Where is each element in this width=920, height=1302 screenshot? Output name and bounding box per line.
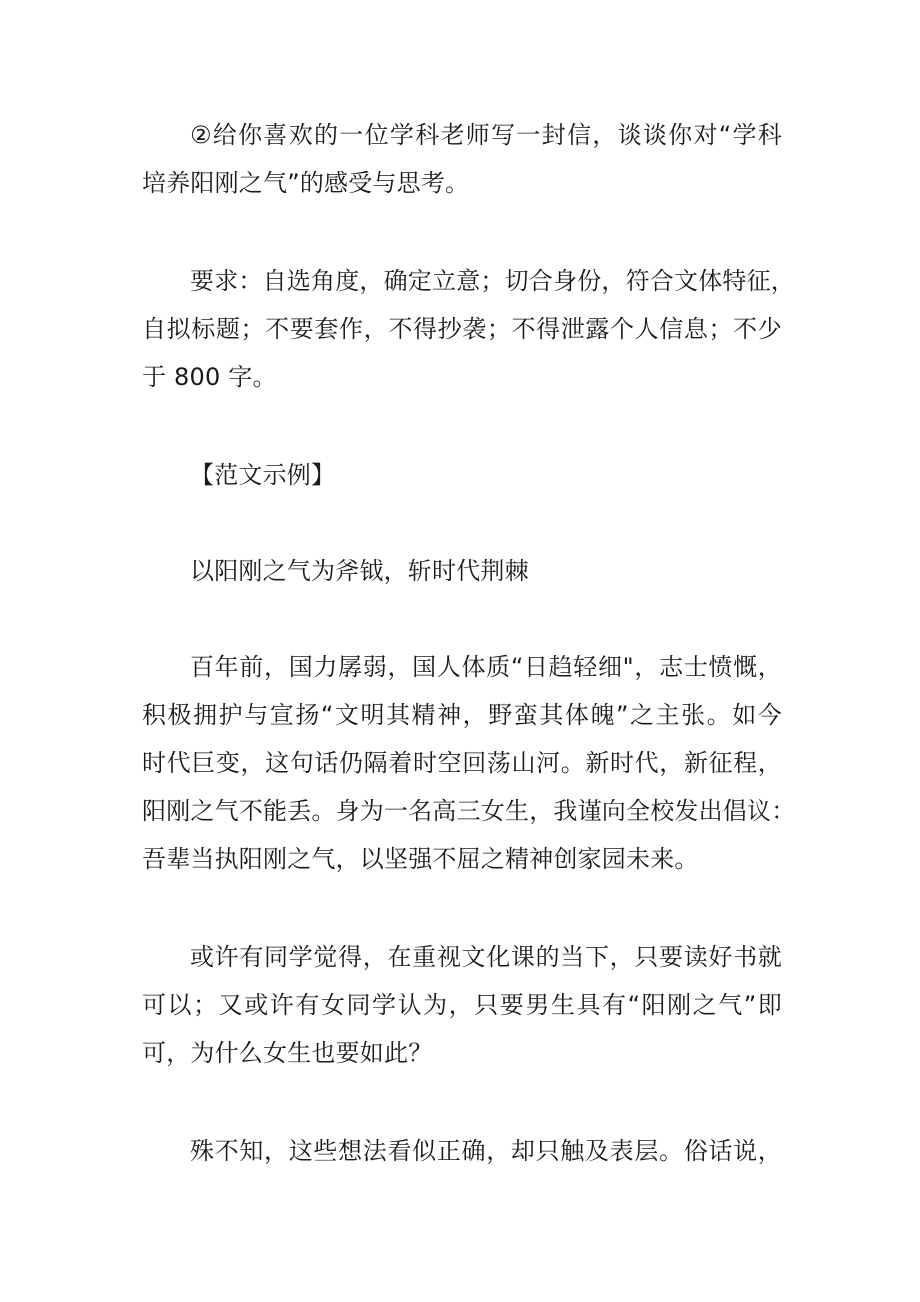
text-line: 要求：自选角度，确定立意；切合身份，符合文体特征，: [190, 267, 795, 295]
text-line: 自拟标题；不要套作，不得抄袭；不得泄露个人信息；不少: [142, 315, 782, 343]
paragraph-essay-1: [142, 643, 796, 883]
text-line: 以阳刚之气为斧钺，斩时代荆棘: [190, 557, 529, 585]
text-line: 时代巨变，这句话仍隔着时空回荡山河。新时代，新征程，: [142, 749, 782, 777]
text-line: 吾辈当执阳刚之气，以坚强不屈之精神创家园未来。: [142, 845, 699, 873]
text-line: 阳刚之气不能丢。身为一名高三女生，我谨向全校发出倡议：: [142, 797, 796, 825]
paragraph-essay-3: [142, 1127, 782, 1175]
text-line: 【范文示例】: [190, 461, 336, 489]
text-line: 积极拥护与宣扬“文明其精神，野蛮其体魄”之主张。如今: [142, 701, 782, 729]
text-line: 可以；又或许有女同学认为，只要男生具有“阳刚之气”即: [142, 991, 782, 1019]
text-line: ②给你喜欢的一位学科老师写一封信，谈谈你对“学科: [190, 121, 782, 149]
text-line: 于 800 字。: [142, 363, 277, 391]
paragraph-requirements: [142, 257, 795, 401]
paragraph-prompt-2: [142, 111, 782, 207]
text-line: 殊不知，这些想法看似正确，却只触及表层。俗话说，: [190, 1137, 782, 1165]
text-line: 或许有同学觉得，在重视文化课的当下，只要读好书就: [190, 943, 782, 971]
text-line: 可，为什么女生也要如此？: [142, 1039, 433, 1067]
essay-title: [142, 547, 782, 595]
sample-essay-heading: [142, 451, 782, 499]
text-line: 百年前，国力孱弱，国人体质“日趋轻细"，志士愤慨，: [190, 653, 782, 681]
paragraph-essay-2: [142, 933, 782, 1077]
text-line: 培养阳刚之气”的感受与思考。: [142, 169, 470, 197]
